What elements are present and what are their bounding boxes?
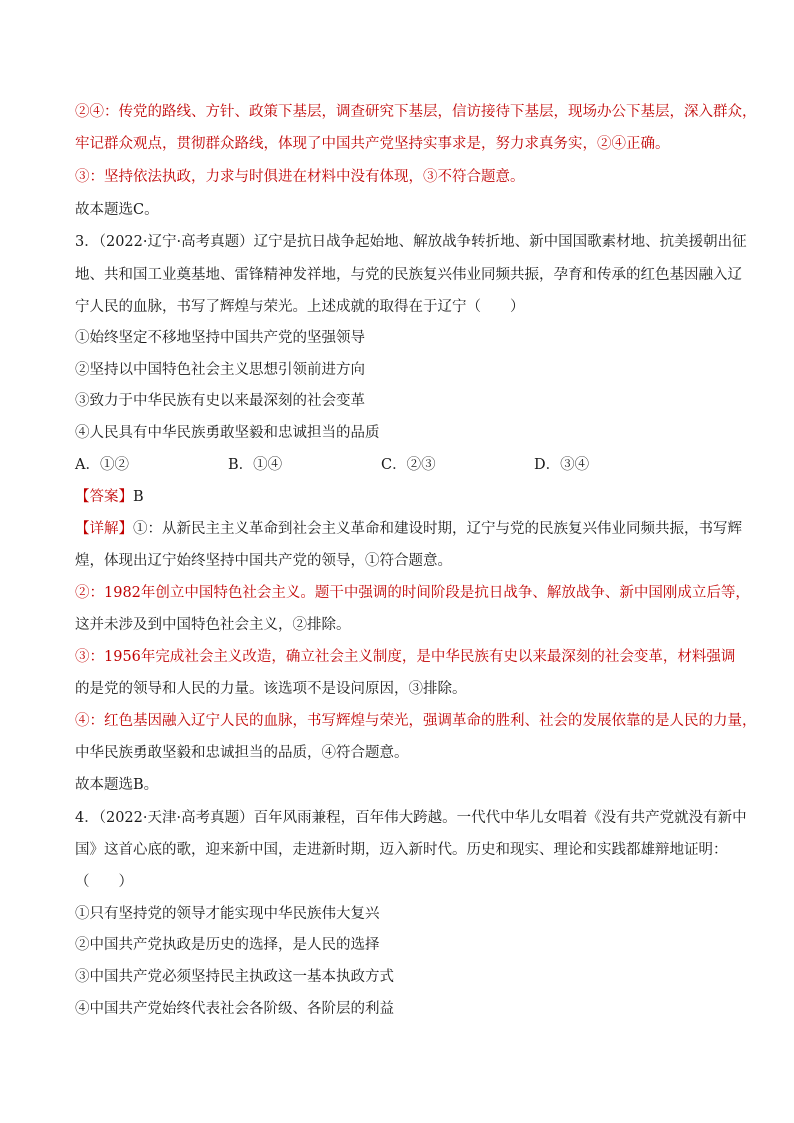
- q3-detail-1-line-2: 煌，体现出辽宁始终坚持中国共产党的领导，①符合题意。: [75, 553, 452, 569]
- q3-detail-2-line-2: 这并未涉及到中国特色社会主义，②排除。: [75, 617, 351, 633]
- q4-item-2: ②中国共产党执政是历史的选择，是人民的选择: [75, 937, 380, 953]
- q3-choice-c: C．②③: [381, 457, 436, 473]
- q3-detail-1-line-1: [75, 517, 742, 538]
- q3-conclusion: 故本题选B。: [75, 777, 159, 793]
- detail-1-text: ①：从新民主主义革命到社会主义革命和建设时期，辽宁与党的民族复兴伟业同频共振，书写辉: [133, 521, 742, 537]
- q3-answer: [75, 485, 144, 506]
- q4-item-4: ④中国共产党始终代表社会各阶级、各阶层的利益: [75, 1001, 394, 1017]
- q3-detail-4-line-2: 中华民族勇敢坚毅和忠诚担当的品质，④符合题意。: [75, 745, 409, 761]
- q3-detail-3-line-2: 的是党的领导和人民的力量。该选项不是设问原因，③排除。: [75, 681, 467, 697]
- q3-stem-line-2: 地、共和国工业奠基地、雷锋精神发祥地，与党的民族复兴伟业同频共振，孕育和传承的红色基因融入辽: [75, 267, 742, 283]
- q4-stem-line-3: （ ）: [75, 874, 133, 890]
- q4-item-3: ③中国共产党必须坚持民主执政这一基本执政方式: [75, 969, 394, 985]
- q3-item-4: ④人民具有中华民族勇敢坚毅和忠诚担当的品质: [75, 425, 380, 441]
- answer-tag: 【答案】: [75, 489, 133, 505]
- analysis-24-line-1: ②④：传党的路线、方针、政策下基层，调查研究下基层，信访接待下基层，现场办公下基层，深入群众，: [75, 104, 757, 120]
- q3-detail-3-line-1: ③：1956年完成社会主义改造，确立社会主义制度，是中华民族有史以来最深刻的社会变革，材料强调: [75, 649, 736, 665]
- q3-choice-a: A．①②: [75, 457, 129, 473]
- q3-detail-4-line-1: ④：红色基因融入辽宁人民的血脉，书写辉煌与荣光，强调革命的胜利、社会的发展依靠的是人民的力量，: [75, 713, 757, 729]
- q3-detail-2-line-1: ②：1982年创立中国特色社会主义。题干中强调的时间阶段是抗日战争、解放战争、新中国刚成立后等，: [75, 585, 750, 601]
- q4-stem-line-1: 4．（2022·天津·高考真题）百年风雨兼程，百年伟大跨越。一代代中华儿女唱着《没有共产党就没有新中: [75, 810, 747, 826]
- q4-item-1: ①只有坚持党的领导才能实现中华民族伟大复兴: [75, 906, 380, 922]
- q3-item-3: ③致力于中华民族有史以来最深刻的社会变革: [75, 393, 365, 409]
- q2-conclusion: 故本题选C。: [75, 202, 159, 218]
- detail-tag: 【详解】: [75, 521, 133, 537]
- q3-choice-b: B．①④: [228, 457, 283, 473]
- analysis-3: ③：坚持依法执政，力求与时俱进在材料中没有体现，③不符合题意。: [75, 169, 525, 185]
- analysis-24-line-2: 牢记群众观点，贯彻群众路线，体现了中国共产党坚持实事求是，努力求真务实，②④正确。: [75, 136, 670, 152]
- q3-stem-line-3: 宁人民的血脉，书写了辉煌与荣光。上述成就的取得在于辽宁（ ）: [75, 299, 525, 315]
- answer-value: B: [133, 489, 144, 505]
- q3-item-1: ①始终坚定不移地坚持中国共产党的坚强领导: [75, 330, 365, 346]
- q3-choice-d: D．③④: [534, 457, 590, 473]
- q3-item-2: ②坚持以中国特色社会主义思想引领前进方向: [75, 362, 365, 378]
- q3-stem-line-1: 3．（2022·辽宁·高考真题）辽宁是抗日战争起始地、解放战争转折地、新中国国歌素材地、抗美援朝出征: [75, 234, 747, 250]
- q4-stem-line-2: 国》这首心底的歌，迎来新中国，走进新时期，迈入新时代。历史和现实、理论和实践都雄辩地证明：: [75, 842, 728, 858]
